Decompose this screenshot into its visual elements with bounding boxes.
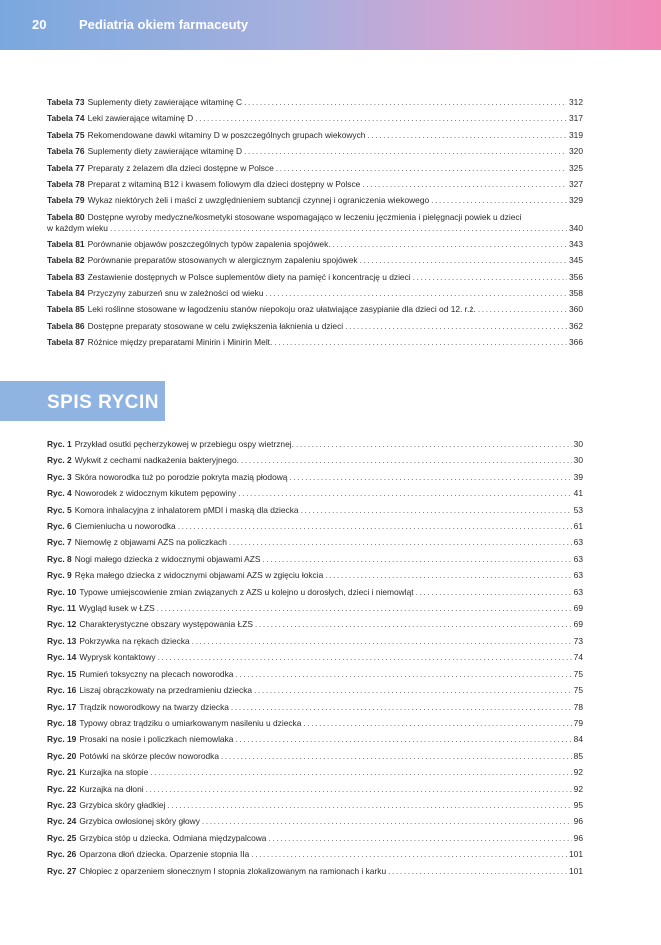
entry-title-continued: w każdym wieku [47,222,108,233]
entry-label: Tabela 81 [47,238,85,249]
entry-page: 340 [569,222,583,233]
entry-title: Skóra noworodka tuż po porodzie pokryta mazią płodową [74,471,288,482]
entry-label: Tabela 74 [47,113,85,124]
figure-entry[interactable] [47,830,583,846]
entry-title: Liszaj obrączkowaty na przedramieniu dziecka [79,685,253,696]
entry-label: Tabela 82 [47,255,85,266]
entry-title: Porównanie objawów poszczególnych typów zapalenia spojówek. [87,238,331,249]
table-entry[interactable] [47,318,583,334]
entry-page: 317 [569,113,583,124]
dot-leader [325,567,571,583]
entry-title: Kurzajka na dłoni [79,783,144,794]
entry-title: Leki zawierające witaminę D [87,113,194,124]
dot-leader [231,699,572,715]
entry-page: 95 [573,799,583,810]
entry-page: 96 [573,816,583,827]
entry-title: Rekomendowane dawki witaminy D w poszczególnych grupach wiekowych [87,129,366,140]
entry-label: Ryc. 3 [47,471,72,482]
dot-leader [192,633,572,649]
figure-entry[interactable] [47,748,583,764]
entry-page: 75 [573,685,583,696]
entry-title: Wyprysk kontaktowy [79,652,156,663]
entry-title: Zestawienie dostępnych w Polsce suplementów diety na pamięć i koncentrację u dzieci [87,271,411,282]
entry-title: Chłopiec z oparzeniem słonecznym I stopnia zlokalizowanym na ramionach i karku [79,865,387,876]
entry-page: 366 [569,337,583,348]
entry-label: Tabela 86 [47,320,85,331]
dot-leader [360,252,567,268]
entry-title: Pokrzywka na rękach dziecka [79,635,190,646]
entry-title: Komora inhalacyjna z inhalatorem pMDI i maską dla dziecka [74,504,299,515]
figure-entry[interactable] [47,551,583,567]
entry-label: Tabela 80 [47,211,85,222]
entry-page: 69 [573,619,583,630]
entry-title: Grzybica skóry gładkiej [79,799,166,810]
entry-page: 360 [569,304,583,315]
dot-leader [333,236,567,252]
entry-title: Trądzik noworodkowy na twarzy dziecka [79,701,229,712]
entry-label: Ryc. 15 [47,668,77,679]
dot-leader [367,127,567,143]
dot-leader [157,600,572,616]
entry-page: 358 [569,288,583,299]
dot-leader [268,830,571,846]
dot-leader [274,334,567,350]
table-entry[interactable] [47,285,583,301]
dot-leader [229,534,572,550]
figure-entry[interactable] [47,666,583,682]
entry-label: Tabela 78 [47,179,85,190]
entry-label: Ryc. 6 [47,521,72,532]
table-entry[interactable] [47,94,583,110]
entry-title: Oparzona dłoń dziecka. Oparzenie stopnia IIa [79,849,250,860]
table-entry[interactable] [47,160,583,176]
figure-entry[interactable] [47,567,583,583]
entry-title: Grzybica stóp u dziecka. Odmiana międzypalcowa [79,832,267,843]
entry-page: 343 [569,238,583,249]
figure-entry[interactable] [47,846,583,862]
entry-label: Ryc. 12 [47,619,77,630]
entry-page: 345 [569,255,583,266]
entry-title: Wykwit z cechami nadkażenia bakteryjnego. [74,455,239,466]
entry-page: 319 [569,129,583,140]
entry-page: 92 [573,767,583,778]
dot-leader [431,192,567,208]
table-entry[interactable] [47,192,583,208]
entry-label: Ryc. 23 [47,799,77,810]
entry-page: 92 [573,783,583,794]
entry-title: Charakterystyczne obszary występowania ŁZS [79,619,253,630]
entry-label: Ryc. 18 [47,717,77,728]
entry-title: Grzybica owłosionej skóry głowy [79,816,200,827]
figure-entry[interactable] [47,715,583,731]
dot-leader [388,863,567,879]
table-entry[interactable] [47,236,583,252]
dot-leader [266,285,568,301]
entry-label: Ryc. 17 [47,701,77,712]
table-entry[interactable] [47,209,583,236]
entry-page: 39 [573,471,583,482]
entry-page: 75 [573,668,583,679]
figure-entry[interactable] [47,469,583,485]
table-entry[interactable] [47,110,583,126]
entry-label: Tabela 77 [47,162,85,173]
entry-label: Ryc. 13 [47,635,77,646]
entry-title: Ręka małego dziecka z widocznymi objawami AZS w zgięciu łokcia [74,570,324,581]
entry-label: Ryc. 21 [47,767,77,778]
dot-leader [251,846,567,862]
figure-entry[interactable] [47,534,583,550]
entry-page: 63 [573,537,583,548]
entry-page: 84 [573,734,583,745]
entry-label: Tabela 75 [47,129,85,140]
figures-list [47,436,583,879]
figure-entry[interactable] [47,633,583,649]
dot-leader [146,781,572,797]
dot-leader [276,160,567,176]
dot-leader [221,748,572,764]
entry-label: Ryc. 9 [47,570,72,581]
table-entry[interactable] [47,252,583,268]
entry-title: Potówki na skórze pleców noworodka [79,750,219,761]
figure-entry[interactable] [47,452,583,468]
entry-page: 78 [573,701,583,712]
figure-entry[interactable] [47,731,583,747]
dot-leader [244,94,567,110]
dot-leader [238,485,571,501]
figure-entry[interactable] [47,764,583,780]
table-entry[interactable] [47,269,583,285]
entry-title: Nogi małego dziecka z widocznymi objawami AZS [74,553,261,564]
section-title: SPIS RYCIN [47,392,159,413]
dot-leader [262,551,571,567]
entry-page: 101 [569,849,583,860]
entry-label: Ryc. 5 [47,504,72,515]
entry-page: 79 [573,717,583,728]
entry-page: 356 [569,271,583,282]
entry-label: Ryc. 11 [47,603,76,614]
table-entry[interactable] [47,301,583,317]
dot-leader [345,318,567,334]
entry-label: Ryc. 22 [47,783,77,794]
entry-label: Tabela 73 [47,97,85,107]
entry-page: 61 [573,521,583,532]
entry-page: 63 [573,570,583,581]
entry-page: 74 [573,652,583,663]
entry-title: Dostępne wyroby medyczne/kosmetyki stosowane wspomagająco w leczeniu jęczmienia i pielęgnacji powiek u dzieci [87,211,522,222]
dot-leader [235,666,571,682]
entry-label: Ryc. 25 [47,832,77,843]
page-number: 20 [32,17,47,32]
figure-entry[interactable] [47,485,583,501]
entry-page: 69 [573,603,583,614]
entry-label: Ryc. 8 [47,553,72,564]
entry-page: 101 [569,865,583,876]
figure-entry[interactable] [47,781,583,797]
entry-label: Tabela 87 [47,337,85,348]
entry-label: Ryc. 4 [47,488,72,499]
entry-title: Wygląd łusek w ŁZS [78,603,155,614]
dot-leader [254,682,572,698]
entry-page: 312 [569,97,583,107]
entry-page: 85 [573,750,583,761]
entry-title: Wykaz niektórych żeli i maści z uwzględnieniem subtancji czynnej i ograniczenia wiekowego [87,195,430,206]
entry-label: Ryc. 19 [47,734,77,745]
entry-title: Noworodek z widocznym kikutem pępowiny [74,488,237,499]
entry-title: Porównanie preparatów stosowanych w alergicznym zapaleniu spojówek [87,255,358,266]
entry-label: Tabela 76 [47,146,85,157]
dot-leader [413,269,567,285]
entry-title: Leki roślinne stosowane w łagodzeniu stanów niepokoju oraz ułatwiające zasypianie dla dzieci od 12. r.ż. [87,304,476,315]
dot-leader [244,143,567,159]
dot-leader [296,436,572,452]
entry-page: 96 [573,832,583,843]
dot-leader [301,502,572,518]
entry-label: Tabela 84 [47,288,85,299]
dot-leader [289,469,571,485]
entry-page: 327 [569,179,583,190]
entry-page: 30 [573,439,583,449]
figure-entry[interactable] [47,502,583,518]
entry-page: 329 [569,195,583,206]
entry-title: Prosaki na nosie i policzkach niemowlaka [79,734,234,745]
entry-title: Kurzajka na stopie [79,767,149,778]
figure-entry[interactable] [47,682,583,698]
entry-label: Ryc. 2 [47,455,72,466]
dot-leader [167,797,571,813]
tables-list [47,94,583,351]
entry-title: Suplementy diety zawierające witaminę C [87,97,243,107]
entry-page: 325 [569,162,583,173]
entry-label: Ryc. 16 [47,685,77,696]
entry-page: 63 [573,586,583,597]
entry-title: Ciemieniucha u noworodka [74,521,176,532]
entry-title: Preparat z witaminą B12 i kwasem foliowym dla dzieci dostępny w Polsce [87,179,361,190]
figure-entry[interactable] [47,699,583,715]
entry-page: 63 [573,553,583,564]
dot-leader [303,715,571,731]
entry-page: 53 [573,504,583,515]
entry-page: 362 [569,320,583,331]
entry-title: Typowe umiejscowienie zmian związanych z AZS u kolejno u dorosłych, dzieci i niemowląt [79,586,414,597]
entry-page: 73 [573,635,583,646]
dot-leader [255,616,572,632]
dot-leader [110,223,567,234]
entry-title: Różnice między preparatami Minirin i Minirin Melt. [87,337,273,348]
running-title: Pediatria okiem farmaceuty [79,17,249,32]
figure-entry[interactable] [47,649,583,665]
dot-leader [202,813,572,829]
table-entry[interactable] [47,143,583,159]
entry-label: Ryc. 7 [47,537,72,548]
entry-label: Ryc. 14 [47,652,77,663]
header-band [0,0,661,50]
entry-title: Niemowlę z objawami AZS na policzkach [74,537,227,548]
table-entry[interactable] [47,176,583,192]
dot-leader [362,176,567,192]
entry-title: Suplementy diety zawierające witaminę D [87,146,243,157]
entry-label: Tabela 79 [47,195,85,206]
dot-leader [158,649,572,665]
dot-leader [150,764,571,780]
figure-entry[interactable] [47,584,583,600]
figure-entry[interactable] [47,797,583,813]
figure-entry[interactable] [47,600,583,616]
entry-title: Rumień toksyczny na plecach noworodka [79,668,234,679]
entry-label: Ryc. 20 [47,750,77,761]
entry-label: Ryc. 1 [47,439,72,449]
entry-label: Tabela 85 [47,304,85,315]
entry-title: Dostępne preparaty stosowane w celu zwiększenia łaknienia u dzieci [87,320,344,331]
entry-page: 41 [573,488,583,499]
entry-label: Tabela 83 [47,271,85,282]
dot-leader [195,110,567,126]
figure-entry[interactable] [47,616,583,632]
table-entry[interactable] [47,127,583,143]
entry-label: Ryc. 24 [47,816,77,827]
dot-leader [241,452,572,468]
entry-label: Ryc. 26 [47,849,77,860]
figure-entry[interactable] [47,518,583,534]
section-banner [0,381,165,421]
dot-leader [178,518,572,534]
entry-title: Preparaty z żelazem dla dzieci dostępne w Polsce [87,162,274,173]
dot-leader [416,584,572,600]
dot-leader [478,301,567,317]
entry-title: Przykład osutki pęcherzykowej w przebiegu ospy wietrznej. [74,439,294,449]
figure-entry[interactable] [47,813,583,829]
entry-page: 30 [573,455,583,466]
entry-label: Ryc. 27 [47,865,77,876]
figure-entry[interactable] [47,436,583,452]
entry-label: Ryc. 10 [47,586,77,597]
entry-title: Typowy obraz trądziku o umiarkowanym nasileniu u dziecka [79,717,302,728]
entry-page: 320 [569,146,583,157]
table-entry[interactable] [47,334,583,350]
entry-title: Przyczyny zaburzeń snu w zależności od wieku [87,288,264,299]
dot-leader [235,731,571,747]
figure-entry[interactable] [47,863,583,879]
